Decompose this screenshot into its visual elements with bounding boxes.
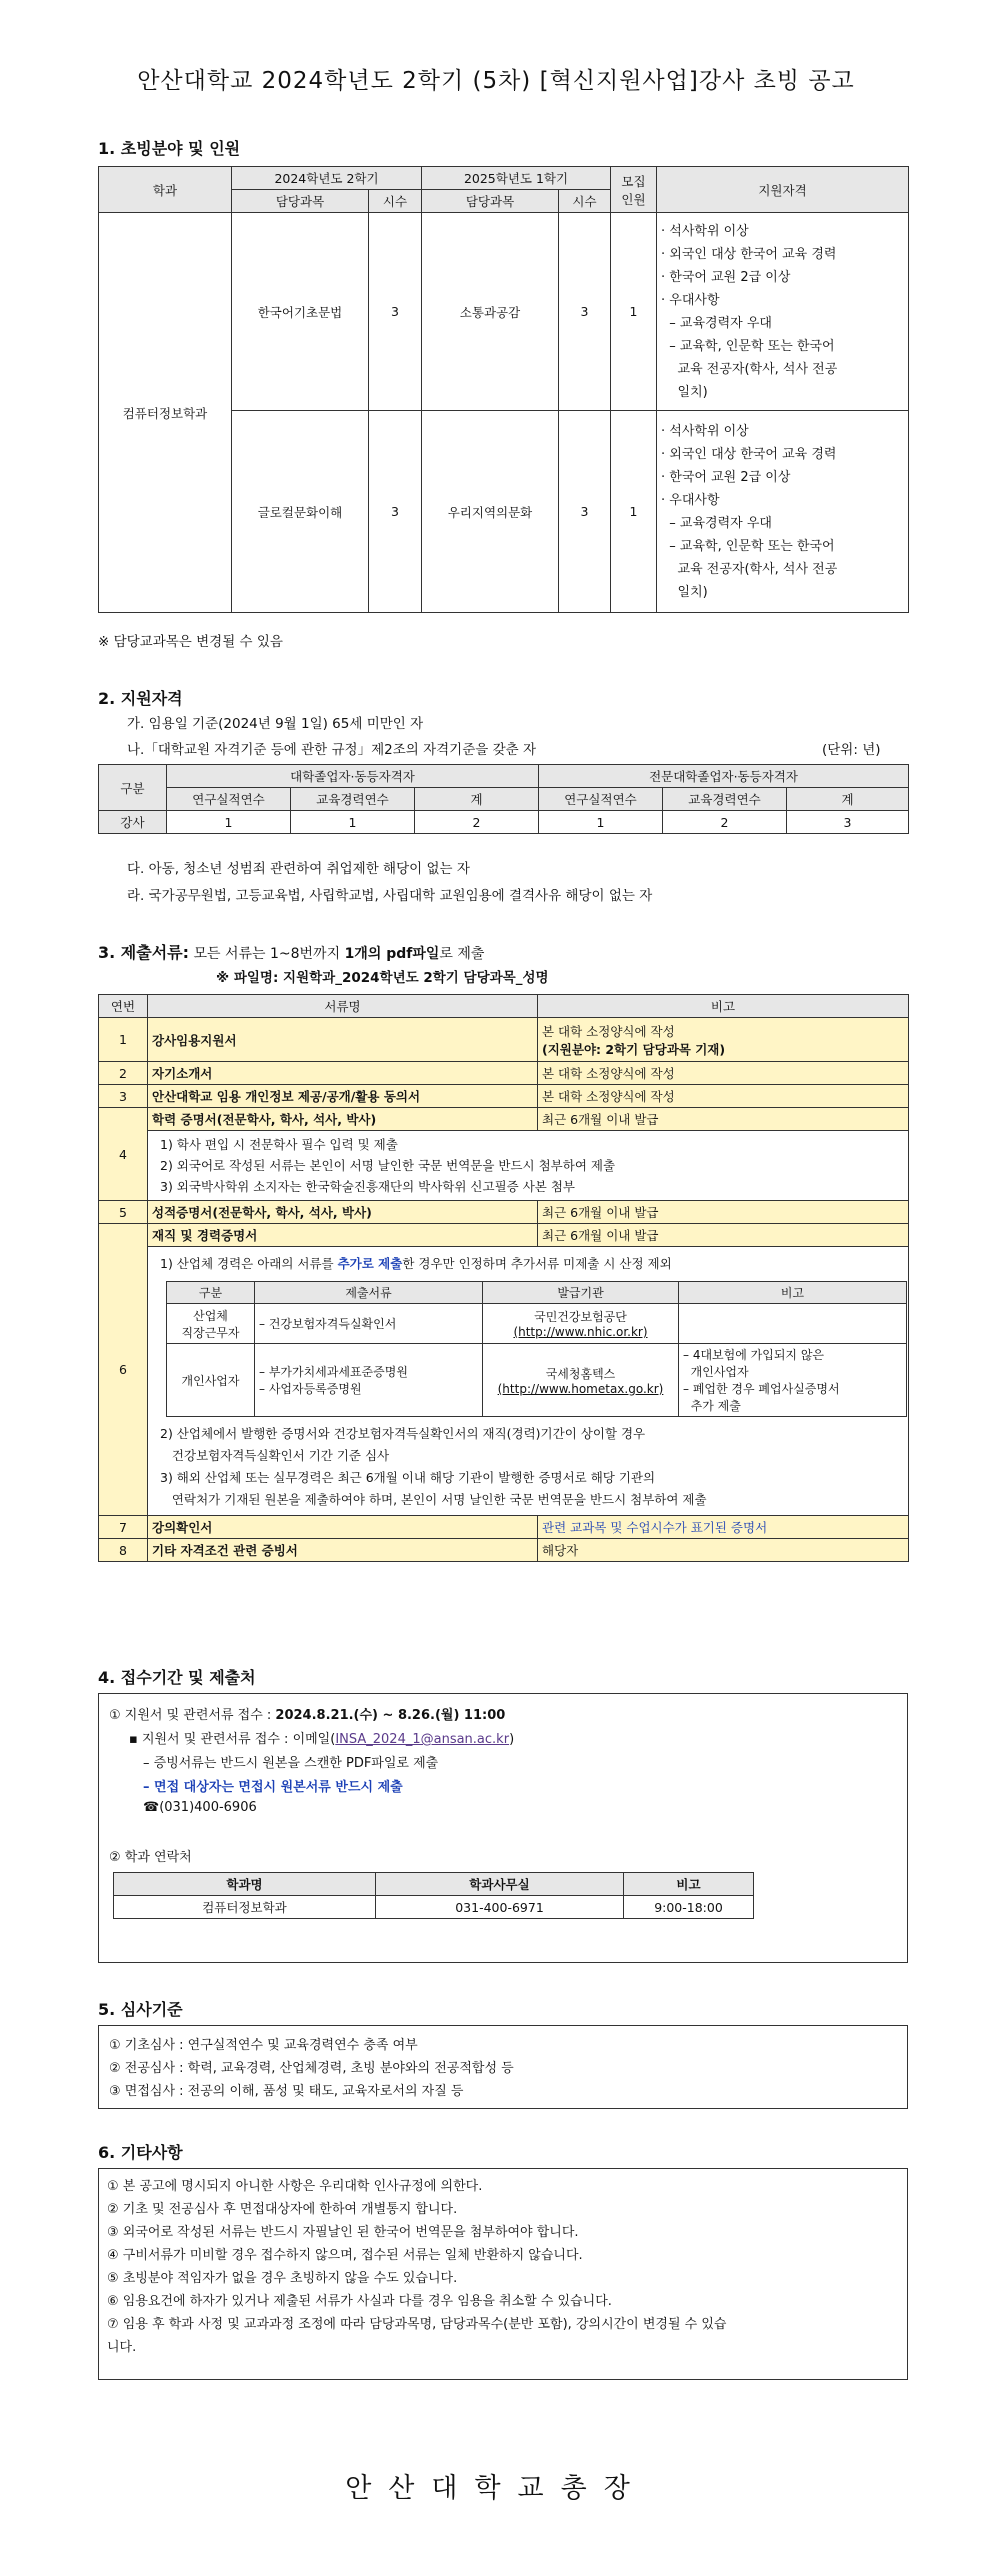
doc-note: 해당자: [538, 1539, 909, 1562]
th-total: 계: [787, 788, 909, 811]
other-notes-box: ① 본 공고에 명시되지 아니한 사항은 우리대학 인사규정에 의한다. ② 기초 및 전공심사 후 면접대상자에 한하여 개별통지 합니다. ③ 외국어로 작성된 서류는 반드시 자필날인 된 한국어 번역문을 첨부하여야 합니다. ④ 구비서류가 미비할 경우 접수하지 않으며, 접수된 서류는 일체 반환하지 않습니다. ⑤ 초빙분야 적임자가 없을 경우 초빙하지 않을 수도 있습니다. ⑥ 임용요건에 하자가 있거나 제출된 서류가 사실과 다를 경우 임용을 취소할 수 있습니다. ⑦ 임용 후 학과 사정 및 교과과정 조정에 따라 담당과목명, 담당과목수(분반 포함), 강의시간이 변경될 수 있습 니다.: [98, 2168, 908, 2380]
section-1-note: ※ 담당교과목은 변경될 수 있음: [98, 634, 283, 650]
doc-note: 최근 6개월 이내 발급: [538, 1224, 909, 1247]
hours-cell: 3: [559, 411, 611, 613]
doc-note: 관련 교과목 및 수업시수가 표기된 증명서: [538, 1516, 909, 1539]
qualification-cell: · 석사학위 이상 · 외국인 대상 한국어 교육 경력 · 한국어 교원 2급 이상 · 우대사항 – 교육경력자 우대 – 교육학, 인문학 또는 한국어 교육 전공자(학사, 석사 전공 일치): [657, 213, 909, 411]
sub-org: 국민건강보험공단 (http://www.nhic.or.kr): [483, 1304, 679, 1344]
sub-div: 산업체 직장근무자: [167, 1304, 255, 1344]
th-hours: 시수: [559, 190, 611, 213]
doc4-notes: 1) 학사 편입 시 전문학사 필수 입력 및 제출 2) 외국어로 작성된 서류는 본인이 서명 날인한 국문 번역문을 반드시 첨부하여 제출 3) 외국박사학위 소지자는 한국학술진흥재단의 박사학위 신고필증 사본 첨부: [148, 1131, 909, 1201]
th-dept: 학과: [99, 167, 232, 213]
doc-name: 기타 자격조건 관련 증빙서: [148, 1539, 538, 1562]
doc-no: 8: [99, 1539, 148, 1562]
doc-note: 본 대학 소정양식에 작성 (지원분야: 2학기 담당과목 기재): [538, 1018, 909, 1062]
sub-doc: – 건강보험자격득실확인서: [255, 1304, 483, 1344]
doc-note: 최근 6개월 이내 발급: [538, 1108, 909, 1131]
dept-cell: 컴퓨터정보학과: [99, 213, 232, 613]
page-title: 안산대학교 2024학년도 2학기 (5차) [혁신지원사업]강사 초빙 공고: [137, 68, 855, 94]
doc-name: 안산대학교 임용 개인정보 제공/공개/활용 동의서: [148, 1085, 538, 1108]
th-recruit: 모집 인원: [611, 167, 657, 213]
qualification-cell: · 석사학위 이상 · 외국인 대상 한국어 교육 경력 · 한국어 교원 2급 이상 · 우대사항 – 교육경력자 우대 – 교육학, 인문학 또는 한국어 교육 전공자(학사, 석사 전공 일치): [657, 411, 909, 613]
th-course: 담당과목: [232, 190, 369, 213]
unit-label: (단위: 년): [822, 742, 881, 758]
doc-no: 5: [99, 1201, 148, 1224]
email-link[interactable]: INSA_2024_1@ansan.ac.kr: [335, 1732, 510, 1747]
course-cell: 한국어기초문법: [232, 213, 369, 411]
th-edu: 교육경력연수: [663, 788, 787, 811]
value-cell: 2: [415, 811, 539, 834]
course-cell: 우리지역의문화: [422, 411, 559, 613]
filename-rule: ※ 파일명: 지원학과_2024학년도 2학기 담당과목_성명: [216, 970, 549, 986]
sub-th: 발급기관: [483, 1282, 679, 1304]
th-no: 연번: [99, 995, 148, 1018]
documents-table: [98, 994, 909, 1562]
doc-name: 자기소개서: [148, 1062, 538, 1085]
doc-note: 본 대학 소정양식에 작성: [538, 1085, 909, 1108]
th-doc: 서류명: [148, 995, 538, 1018]
hours-cell: 3: [369, 411, 422, 613]
th-hours: 시수: [369, 190, 422, 213]
doc-no: 3: [99, 1085, 148, 1108]
th-research: 연구실적연수: [167, 788, 291, 811]
qual-ga: 가. 임용일 기준(2024년 9월 1일) 65세 미만인 자: [127, 716, 424, 732]
th-2025: 2025학년도 1학기: [422, 167, 611, 190]
doc-name: 강의확인서: [148, 1516, 538, 1539]
value-cell: 1: [291, 811, 415, 834]
sub-div: 개인사업자: [167, 1344, 255, 1417]
th-research: 연구실적연수: [539, 788, 663, 811]
doc-name: 강사임용지원서: [148, 1018, 538, 1062]
sub-th: 구분: [167, 1282, 255, 1304]
course-cell: 소통과공감: [422, 213, 559, 411]
th-edu: 교육경력연수: [291, 788, 415, 811]
sub-note: – 4대보험에 가입되지 않은 개인사업자 – 폐업한 경우 폐업사실증명서 추가 제출: [679, 1344, 907, 1417]
th-total: 계: [415, 788, 539, 811]
section-4-heading: 4. 접수기간 및 제출처: [98, 1668, 256, 1687]
sub-note: [679, 1304, 907, 1344]
th-course: 담당과목: [422, 190, 559, 213]
recruit-cell: 1: [611, 411, 657, 613]
qual-na: 나.「대학교원 자격기준 등에 관한 규정」제2조의 자격기준을 갖춘 자: [127, 742, 536, 758]
th-div: 구분: [99, 765, 167, 811]
contact-table: 학과명 학과사무실 비고 컴퓨터정보학과 031-400-6971 9:00-18:00: [113, 1872, 754, 1919]
section-1-heading: 1. 초빙분야 및 인원: [98, 139, 241, 158]
doc-no: 1: [99, 1018, 148, 1062]
hours-cell: 3: [559, 213, 611, 411]
qual-da: 다. 아동, 청소년 성범죄 관련하여 취업제한 해당이 없는 자: [127, 861, 470, 877]
section-3-heading: 3. 제출서류: 모든 서류는 1~8번까지 1개의 pdf파일로 제출: [98, 943, 485, 962]
value-cell: 1: [167, 811, 291, 834]
value-cell: 1: [539, 811, 663, 834]
th-univ: 대학졸업자·동등자격자: [167, 765, 539, 788]
row-label: 강사: [99, 811, 167, 834]
doc-name: 학력 증명서(전문학사, 학사, 석사, 박사): [148, 1108, 538, 1131]
sub-org: 국세청홈텍스 (http://www.hometax.go.kr): [483, 1344, 679, 1417]
sub-doc: – 부가가치세과세표준증명원 – 사업자등록증명원: [255, 1344, 483, 1417]
section-5-heading: 5. 심사기준: [98, 2000, 183, 2019]
qualification-table: [98, 764, 909, 834]
doc-no: 4: [99, 1108, 148, 1201]
section-6-heading: 6. 기타사항: [98, 2143, 183, 2162]
th-qual: 지원자격: [657, 167, 909, 213]
sub-th: 비고: [679, 1282, 907, 1304]
recruit-cell: 1: [611, 213, 657, 411]
course-cell: 글로컬문화이해: [232, 411, 369, 613]
doc-no: 7: [99, 1516, 148, 1539]
th-2024: 2024학년도 2학기: [232, 167, 422, 190]
th-note: 비고: [538, 995, 909, 1018]
doc-name: 성적증명서(전문학사, 학사, 석사, 박사): [148, 1201, 538, 1224]
value-cell: 3: [787, 811, 909, 834]
application-box: ① 지원서 및 관련서류 접수 : 2024.8.21.(수) ~ 8.26.(월) 11:00 ▪ 지원서 및 관련서류 접수 : 이메일(INSA_2024_1@ansan.ac.kr) – 증빙서류는 반드시 원본을 스캔한 PDF파일로 제출 – 면접 대상자는 면접시 원본서류 반드시 제출 ☎(031)400-6906 ② 학과 연락처 학과명 학과사무실 비고 컴퓨터정보학과 031-400-6971 9:00-18:00: [98, 1693, 908, 1963]
doc-no: 2: [99, 1062, 148, 1085]
doc-note: 본 대학 소정양식에 작성: [538, 1062, 909, 1085]
review-criteria-box: ① 기초심사 : 연구실적연수 및 교육경력연수 충족 여부 ② 전공심사 : 학력, 교육경력, 산업체경력, 초빙 분야와의 전공적합성 등 ③ 면접심사 : 전공의 이해, 품성 및 태도, 교육자로서의 자질 등: [98, 2025, 908, 2109]
doc-no: 6: [99, 1224, 148, 1516]
recruitment-table: [98, 166, 909, 613]
doc-name: 재직 및 경력증명서: [148, 1224, 538, 1247]
sub-th: 제출서류: [255, 1282, 483, 1304]
qual-ra: 라. 국가공무원법, 고등교육법, 사립학교법, 사립대학 교원임용에 결격사유 해당이 없는 자: [127, 888, 653, 904]
president-signature: 안산대학교총장: [345, 2473, 647, 2504]
th-college: 전문대학졸업자·동등자격자: [539, 765, 909, 788]
industry-docs-table: [166, 1281, 907, 1417]
doc-note: 최근 6개월 이내 발급: [538, 1201, 909, 1224]
hours-cell: 3: [369, 213, 422, 411]
section-2-heading: 2. 지원자격: [98, 689, 183, 708]
doc6-notes: 1) 산업체 경력은 아래의 서류를 추가로 제출한 경우만 인정하며 추가서류 미제출 시 산정 제외 구분 제출서류 발급기관 비고 산업체 직장근무자 – 건강보험자격득실확인서 국민건강보험공단 (http://www.nhic.or.kr) 개인사업자 – 부가가치세과세표준증명원 – 사업자등록증명원 국세청홈텍스 (http://www.hometax.go.kr) – 4대보험에 가입되지 않은 개인사업자 – 폐업한 경우 폐업사실증명서 추가 제출 2) 산업체에서 발행한 증명서와 건강보험자격득실확인서의 재직(경력)기간이 상이할 경우 건강보험자격득실확인서 기간 기준 심사 3) 해외 산업체 또는 실무경력은 최근 6개월 이내 해당 기관이 발행한 증명서로 해당 기관의 연락처가 기재된 원본을 제출하여야 하며, 본인이 서명 날인한 국문 번역문을 반드시 첨부하여 제출: [148, 1247, 909, 1516]
value-cell: 2: [663, 811, 787, 834]
